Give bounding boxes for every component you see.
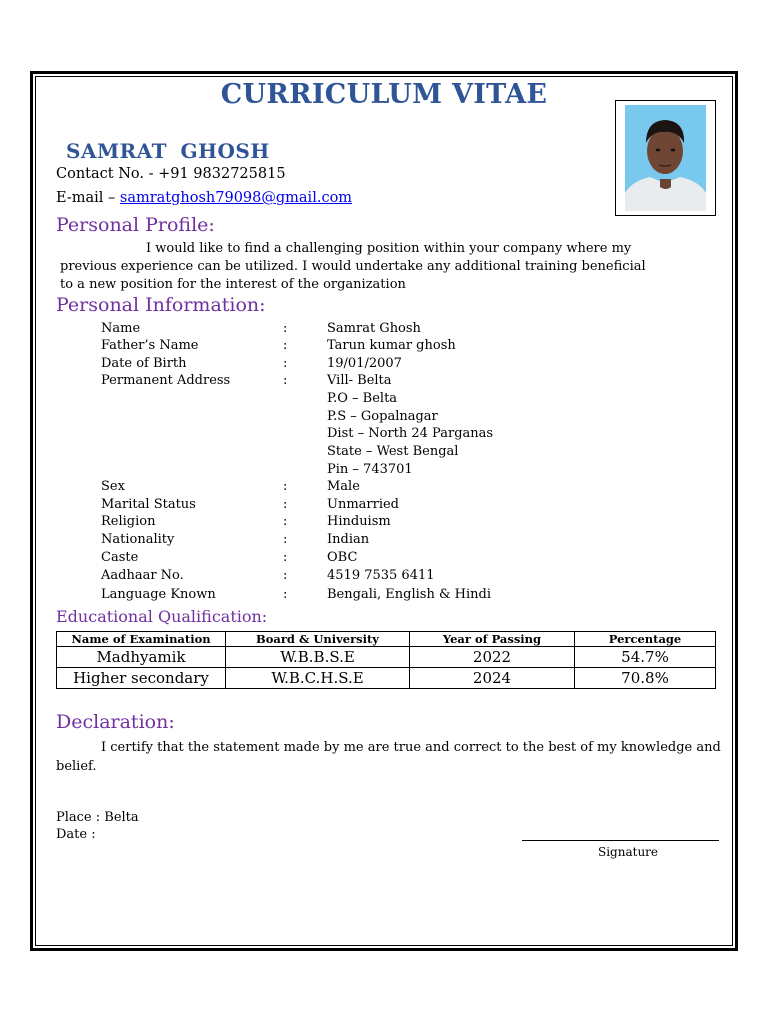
info-label: Nationality <box>101 532 175 547</box>
info-value: 19/01/2007 <box>327 356 402 371</box>
contact-number: Contact No. - +91 9832725815 <box>56 166 286 182</box>
candidate-name: SAMRAT GHOSH <box>66 139 270 163</box>
exam-name-cell: Madhyamik <box>57 647 226 668</box>
declaration-text-line: I certify that the statement made by me are true and correct to the best of my knowledge and <box>101 740 721 755</box>
info-separator: : <box>283 338 288 353</box>
date-field: Date : <box>56 827 96 842</box>
document-title: CURRICULUM VITAE <box>220 79 548 110</box>
exam-name-cell: Higher secondary <box>57 668 226 689</box>
board-cell: W.B.C.H.S.E <box>226 668 410 689</box>
table-row <box>57 668 716 689</box>
info-value: Indian <box>327 532 370 547</box>
place-field: Place : Belta <box>56 810 139 825</box>
signature-label: Signature <box>598 845 659 859</box>
info-label: Sex <box>101 479 125 494</box>
email-link[interactable]: samratghosh79098@gmail.com <box>119 190 353 206</box>
profile-text-line: I would like to find a challenging position within your company where my <box>146 241 632 256</box>
info-value: Pin – 743701 <box>327 462 413 477</box>
percentage-cell: 70.8% <box>575 668 716 689</box>
column-header: Percentage <box>575 632 716 647</box>
section-heading-declaration: Declaration: <box>56 711 175 733</box>
info-label: Marital Status <box>101 497 196 512</box>
info-value: State – West Bengal <box>327 444 459 459</box>
info-value: Male <box>327 479 360 494</box>
education-table-header <box>57 632 716 647</box>
portrait-image <box>616 101 715 215</box>
info-value: Hinduism <box>327 514 391 529</box>
info-label: Language Known <box>101 587 216 602</box>
info-value: Vill- Belta <box>327 373 392 388</box>
year-cell: 2022 <box>410 647 575 668</box>
info-label: Religion <box>101 514 156 529</box>
info-value: P.S – Gopalnagar <box>327 409 438 424</box>
info-separator: : <box>283 550 288 565</box>
info-separator: : <box>283 321 288 336</box>
info-separator: : <box>283 356 288 371</box>
info-label: Date of Birth <box>101 356 187 371</box>
info-value: P.O – Belta <box>327 391 398 406</box>
info-value: Tarun kumar ghosh <box>327 338 456 353</box>
percentage-cell: 54.7% <box>575 647 716 668</box>
info-value: Bengali, English & Hindi <box>327 587 491 602</box>
section-heading-education: Educational Qualification: <box>56 607 268 626</box>
profile-text-line: previous experience can be utilized. I would undertake any additional training beneficial <box>60 259 646 274</box>
info-value: OBC <box>327 550 358 565</box>
info-label: Name <box>101 321 141 336</box>
column-header: Name of Examination <box>57 632 226 647</box>
section-heading-personal-information: Personal Information: <box>56 294 266 316</box>
info-separator: : <box>283 497 288 512</box>
info-separator: : <box>283 587 288 602</box>
info-label: Father’s Name <box>101 338 199 353</box>
info-value: 4519 7535 6411 <box>327 568 435 583</box>
info-separator: : <box>283 532 288 547</box>
year-cell: 2024 <box>410 668 575 689</box>
column-header: Year of Passing <box>410 632 575 647</box>
table-row <box>57 647 716 668</box>
info-value: Samrat Ghosh <box>327 321 421 336</box>
info-value: Dist – North 24 Parganas <box>327 426 494 441</box>
column-header: Board & University <box>226 632 410 647</box>
education-table <box>56 631 716 689</box>
signature-line <box>522 840 719 841</box>
info-separator: : <box>283 373 288 388</box>
board-cell: W.B.B.S.E <box>226 647 410 668</box>
info-label: Aadhaar No. <box>101 568 184 583</box>
profile-photo <box>615 100 716 216</box>
section-heading-profile: Personal Profile: <box>56 214 215 236</box>
email-prefix: E-mail – <box>56 190 120 206</box>
info-label: Caste <box>101 550 139 565</box>
declaration-text-line: belief. <box>56 759 97 774</box>
email-row <box>56 190 352 206</box>
info-separator: : <box>283 514 288 529</box>
info-value: Unmarried <box>327 497 400 512</box>
profile-text-line: to a new position for the interest of the organization <box>60 277 406 292</box>
info-label: Permanent Address <box>101 373 231 388</box>
info-separator: : <box>283 479 288 494</box>
info-separator: : <box>283 568 288 583</box>
